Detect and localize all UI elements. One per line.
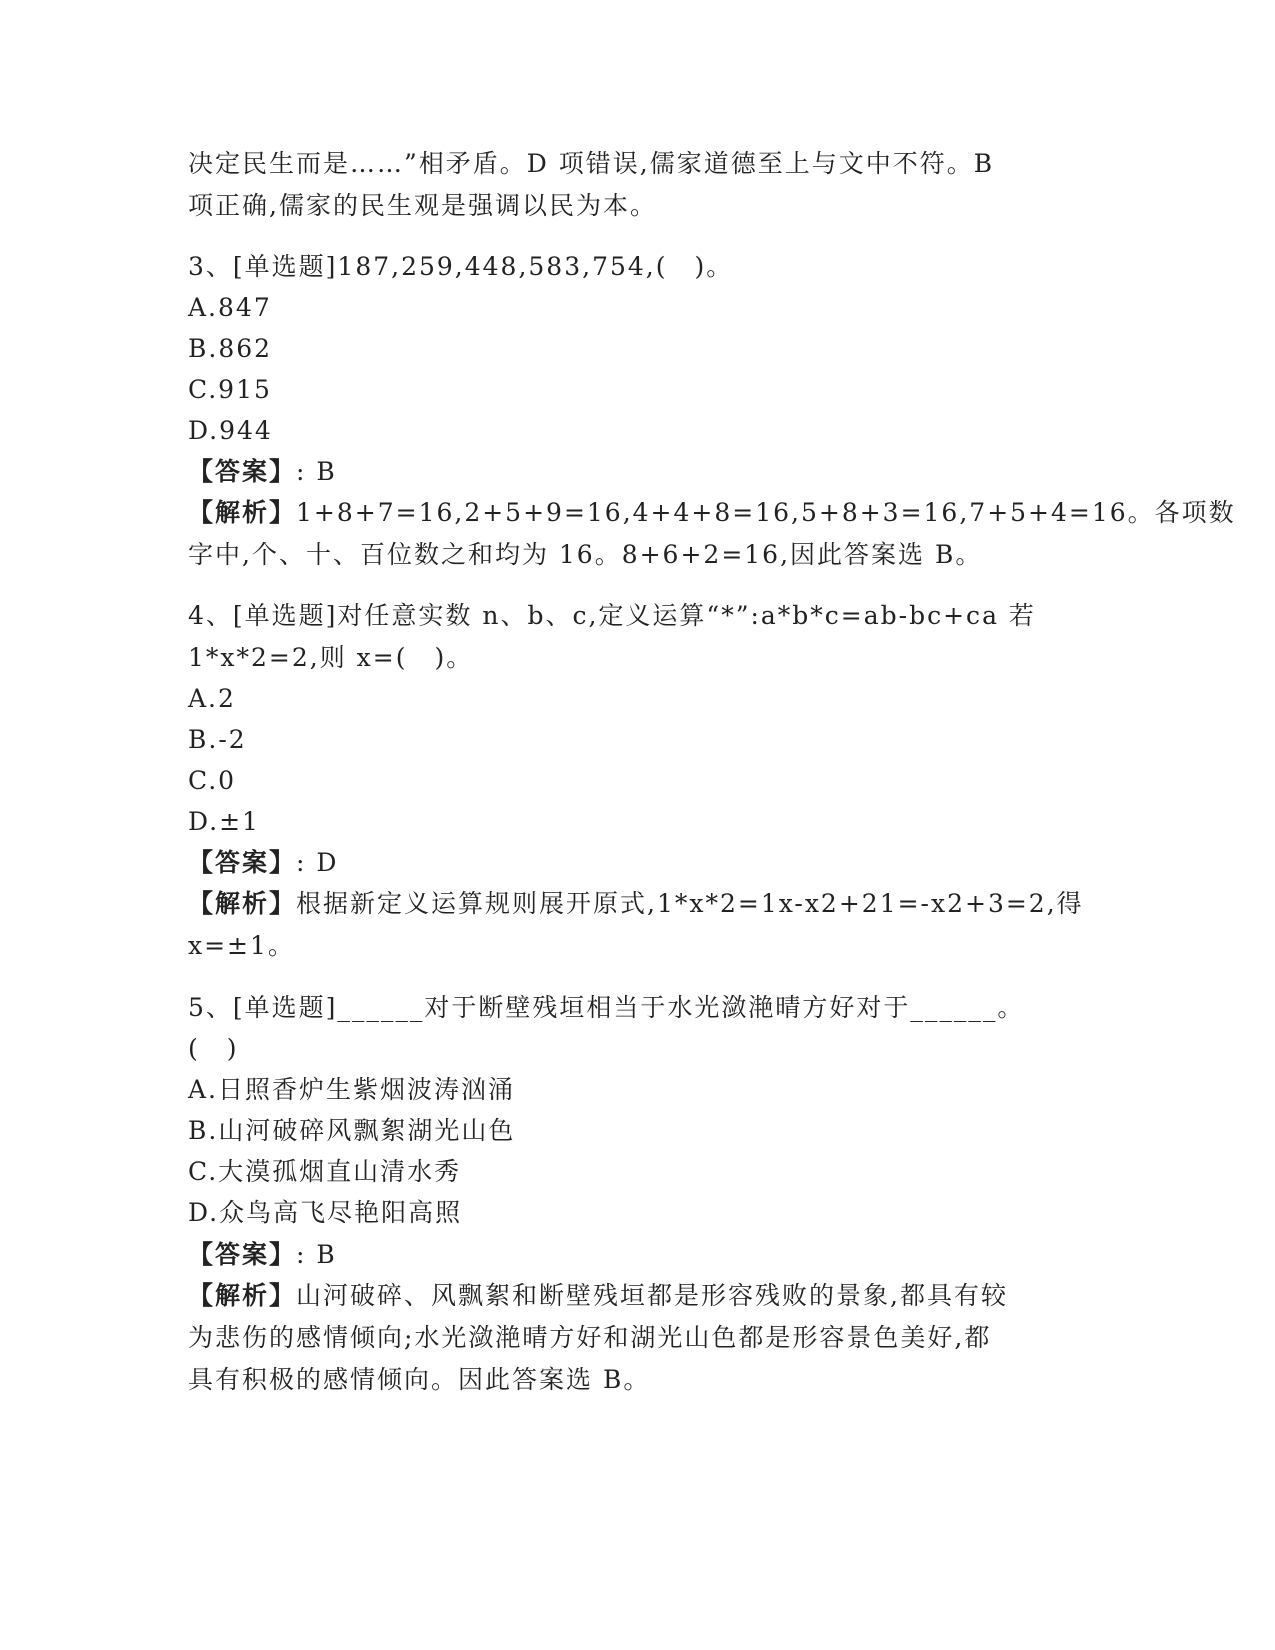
- question-4-option-c: C.0: [188, 766, 237, 795]
- question-3-option-d: D.944: [188, 416, 273, 445]
- question-3-stem: 3、[单选题]187,259,448,583,754,( )。: [188, 252, 734, 281]
- answer-label: 【答案】: [188, 457, 297, 486]
- analysis-label: 【解析】: [188, 1281, 297, 1310]
- question-5-analysis-line: 为悲伤的感情倾向;水光潋滟晴方好和湖光山色都是形容景色美好,都: [188, 1323, 992, 1352]
- analysis-text: 山河破碎、风飘絮和断壁残垣都是形容残败的景象,都具有较: [296, 1281, 1008, 1310]
- question-3-option-a: A.847: [188, 293, 272, 322]
- question-3-analysis-line: 字中,个、十、百位数之和均为 16。8+6+2=16,因此答案选 B。: [188, 540, 983, 569]
- question-5-stem-line: ( ): [188, 1034, 239, 1063]
- question-5-analysis-line: 具有积极的感情倾向。因此答案选 B。: [188, 1365, 651, 1394]
- analysis-continuation-line: 项正确,儒家的民生观是强调以民为本。: [188, 191, 657, 220]
- analysis-continuation-line: 决定民生而是……”相矛盾。D 项错误,儒家道德至上与文中不符。B: [188, 149, 995, 178]
- question-5-answer: [188, 1237, 337, 1273]
- analysis-label: 【解析】: [188, 498, 297, 527]
- question-4-option-a: A.2: [188, 684, 236, 713]
- question-5-analysis: [188, 1278, 1008, 1314]
- answer-value: : B: [296, 457, 337, 486]
- analysis-label: 【解析】: [188, 889, 297, 918]
- question-4-option-b: B.-2: [188, 725, 247, 754]
- question-4-answer: [188, 845, 338, 881]
- question-5-stem: 5、[单选题]______对于断壁残垣相当于水光潋滟晴方好对于______。: [188, 993, 1025, 1022]
- question-5-option-c: C.大漠孤烟直山清水秀: [188, 1157, 462, 1186]
- question-4-stem-line: 1*x*2=2,则 x=( )。: [188, 643, 474, 672]
- answer-value: : B: [296, 1240, 337, 1269]
- question-4-option-d: D.±1: [188, 807, 260, 836]
- question-3-analysis: [188, 495, 1236, 531]
- question-5-option-a: A.日照香炉生紫烟波涛汹涌: [188, 1075, 516, 1104]
- question-3-option-b: B.862: [188, 334, 273, 363]
- question-5-option-d: D.众鸟高飞尽艳阳高照: [188, 1198, 463, 1227]
- answer-label: 【答案】: [188, 1240, 297, 1269]
- answer-label: 【答案】: [188, 848, 297, 877]
- answer-value: : D: [296, 848, 339, 877]
- question-4-analysis: [188, 886, 1084, 922]
- analysis-text: 根据新定义运算规则展开原式,1*x*2=1x-x2+21=-x2+3=2,得: [296, 889, 1084, 918]
- question-4-analysis-line: x=±1。: [188, 931, 295, 960]
- question-4-stem: 4、[单选题]对任意实数 n、b、c,定义运算“*”:a*b*c=ab-bc+ca 若: [188, 601, 1036, 630]
- question-3-option-c: C.915: [188, 375, 272, 404]
- question-5-option-b: B.山河破碎风飘絮湖光山色: [188, 1116, 516, 1145]
- analysis-text: 1+8+7=16,2+5+9=16,4+4+8=16,5+8+3=16,7+5+4=16。各项数: [296, 498, 1236, 527]
- question-3-answer: [188, 454, 337, 490]
